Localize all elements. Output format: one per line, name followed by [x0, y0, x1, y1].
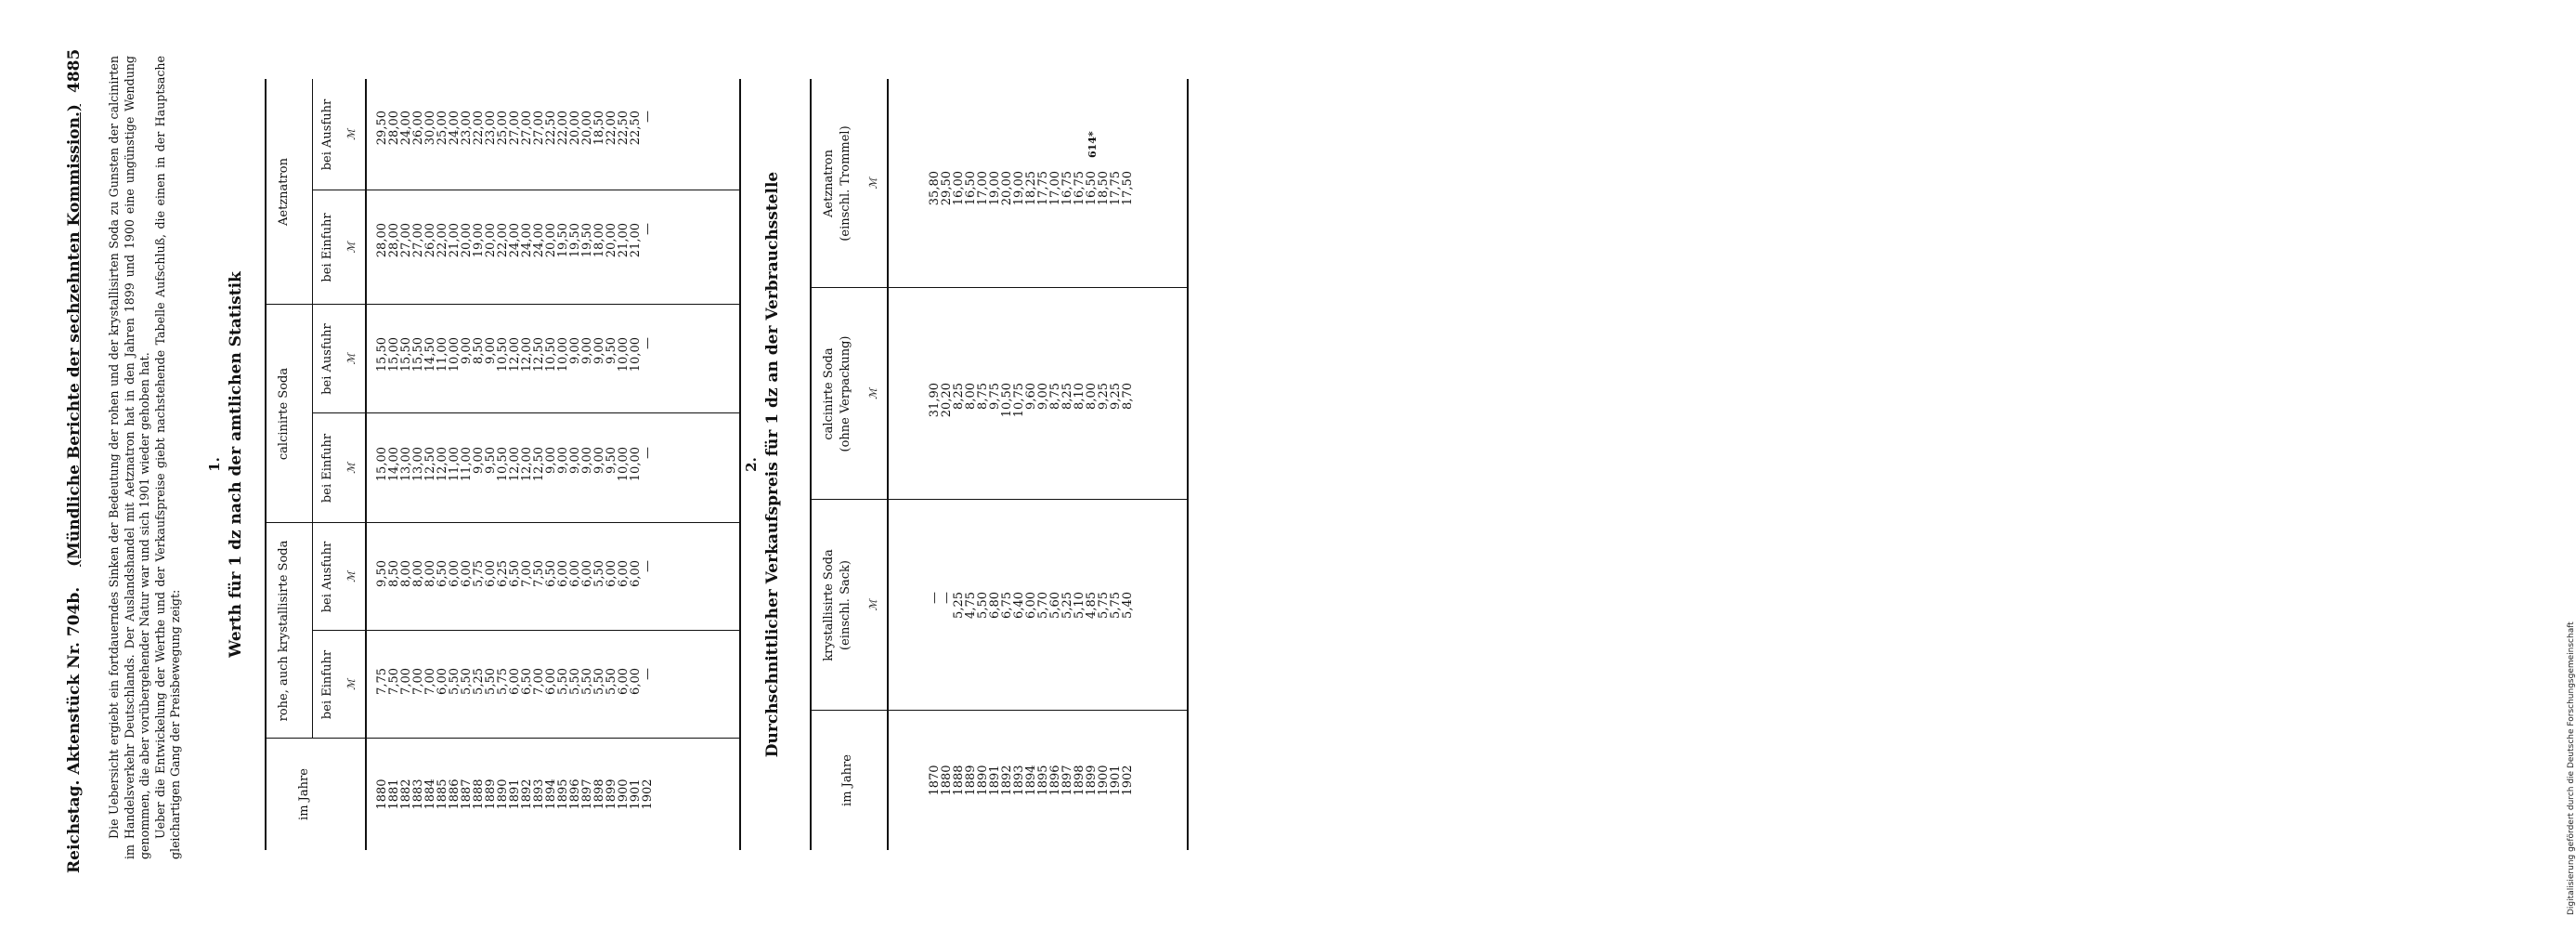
table-cell: 1890	[976, 765, 990, 796]
table-cell: 9,00	[580, 447, 594, 474]
table-cell: 7,00	[399, 668, 413, 695]
table-cell: 1880	[940, 765, 954, 796]
table-cell: 7,50	[387, 668, 401, 695]
table-cell: 1895	[556, 779, 570, 810]
table-cell: 5,50	[592, 560, 606, 587]
table-cell: 5,25	[472, 668, 486, 695]
table-cell: 28,00	[387, 111, 401, 146]
table-cell: 16,00	[952, 171, 966, 206]
table1-soda-calc-export	[376, 337, 654, 413]
table-cell: 5,50	[556, 668, 570, 695]
table1-unit-1: ℳ	[345, 679, 358, 690]
table-cell: 29,50	[940, 171, 954, 206]
table-cell: 9,00	[484, 337, 498, 364]
table-cell: 10,00	[629, 337, 643, 373]
table2-unit-3: ℳ	[867, 177, 879, 190]
table-cell: 18,50	[592, 111, 606, 146]
table-cell: 1889	[484, 779, 498, 810]
intro-text	[107, 56, 184, 859]
table-cell: 10,50	[544, 337, 558, 373]
table-cell: 8,00	[1085, 383, 1099, 410]
table-cell: 9,00	[460, 337, 474, 364]
table-cell: 22,00	[605, 111, 618, 146]
table-cell: 12,00	[508, 337, 522, 373]
table-cell: 24,00	[520, 223, 534, 258]
table-cell: 8,70	[1121, 383, 1135, 410]
table-cell: 20,00	[580, 111, 594, 146]
table-cell: 1870	[928, 765, 942, 796]
table-cell: 12,50	[532, 447, 546, 482]
table1-unit-5: ℳ	[345, 242, 358, 254]
table-cell: 22,00	[436, 223, 449, 258]
table-cell: 1893	[1012, 765, 1026, 796]
table-cell: 6,80	[988, 592, 1002, 619]
table-cell: 1892	[1000, 765, 1014, 796]
table1-unit-2: ℳ	[345, 571, 358, 582]
table-cell: 6,00	[556, 560, 570, 587]
table-cell: 5,50	[568, 668, 582, 695]
table1-natron-export	[376, 111, 654, 190]
table-cell: 27,00	[520, 111, 534, 146]
table-cell: 6,00	[629, 560, 643, 587]
table-cell: 1893	[532, 779, 546, 810]
table-cell: 20,00	[544, 223, 558, 258]
table-cell: 1880	[375, 779, 389, 810]
table-cell: 27,00	[508, 111, 522, 146]
running-head-title: (Mündliche Berichte der sechzehnten Kommission.)	[65, 104, 84, 567]
table-cell: 5,75	[1109, 592, 1123, 619]
table-cell: 18,25	[1024, 171, 1038, 206]
table-cell: 1885	[436, 779, 449, 810]
table-cell: 6,00	[508, 668, 522, 695]
table-cell: 13,00	[411, 447, 425, 482]
table-cell: 28,00	[375, 223, 389, 258]
table-cell: 8,10	[1073, 383, 1086, 410]
table1-sub-export-2: bei Ausfuhr	[320, 323, 334, 395]
table-cell: 10,00	[617, 337, 631, 373]
footer-mark: 614*	[1086, 131, 1099, 158]
table-cell: 6,00	[580, 560, 594, 587]
table-cell: 1897	[1060, 765, 1074, 796]
table1-unit-6: ℳ	[345, 129, 358, 140]
table2-col3-header: Aetznatron	[822, 150, 836, 217]
table-cell: 8,00	[964, 383, 978, 410]
table-cell: 7,00	[532, 668, 546, 695]
table-cell: 17,00	[1048, 171, 1062, 206]
table-cell: 31,90	[928, 383, 942, 418]
table-cell: 7,00	[411, 668, 425, 695]
table-cell: 6,00	[484, 560, 498, 587]
table2-col3-note: (einschl. Trommel)	[839, 125, 852, 242]
table-cell: 28,00	[387, 223, 401, 258]
table2-col2-header: calcinirte Soda	[822, 347, 836, 440]
table-cell: 20,00	[484, 223, 498, 258]
table-cell: 1890	[496, 779, 510, 810]
table-cell: 1882	[399, 779, 413, 810]
table-cell: 1895	[1036, 765, 1050, 796]
table2-col1-header: krystallisirte Soda	[822, 549, 836, 661]
table-cell: 26,00	[423, 223, 437, 258]
table-cell: —	[641, 337, 655, 349]
table-cell: 9,50	[484, 447, 498, 474]
table-cell: 12,50	[532, 337, 546, 373]
table1-number: 1.	[206, 457, 223, 472]
table-cell: 6,00	[629, 668, 643, 695]
table-cell: 9,00	[568, 337, 582, 364]
table1-sub-import-1: bei Einfuhr	[320, 649, 334, 720]
table-cell: 18,50	[1097, 171, 1111, 206]
table-cell: 9,00	[580, 337, 594, 364]
table-cell: 35,80	[928, 171, 942, 206]
table-cell: 11,00	[448, 447, 462, 482]
table-cell: 10,00	[617, 447, 631, 482]
table2-soda-calc	[929, 383, 1134, 500]
table-cell: —	[940, 592, 954, 604]
table-cell: —	[641, 111, 655, 123]
table-cell: 9,25	[1097, 383, 1111, 410]
table-cell: 24,00	[508, 223, 522, 258]
table-cell: 26,00	[411, 111, 425, 146]
page-number: 4885	[65, 48, 84, 93]
table2-natron	[929, 171, 1134, 288]
table-cell: 5,25	[1060, 592, 1074, 619]
table2-number: 2.	[743, 457, 760, 472]
table-cell: 6,75	[1000, 592, 1014, 619]
table-cell: 1888	[472, 779, 486, 810]
table-cell: 22,50	[544, 111, 558, 146]
table-cell: 6,25	[496, 560, 510, 587]
table-cell: 16,50	[964, 171, 978, 206]
table-cell: 1901	[1109, 765, 1123, 796]
table1-caption: Werth für 1 dz nach der amtlichen Statistik	[227, 271, 245, 658]
table-cell: 4,85	[1085, 592, 1099, 619]
table-cell: 9,00	[592, 337, 606, 364]
table-cell: 6,50	[508, 560, 522, 587]
table-cell: 5,50	[484, 668, 498, 695]
table-cell: 25,00	[436, 111, 449, 146]
table-cell: 10,50	[496, 337, 510, 373]
table-cell: 9,50	[375, 560, 389, 587]
table-cell: —	[641, 447, 655, 459]
table-cell: 1902	[1121, 765, 1135, 796]
table-cell: 1884	[423, 779, 437, 810]
table-cell: 15,50	[399, 337, 413, 373]
table-cell: 18,00	[592, 223, 606, 258]
table-cell: 10,75	[1012, 383, 1026, 418]
table1-year-header: im Jahre	[297, 768, 311, 820]
table-cell: 17,75	[1109, 171, 1123, 206]
table-cell: 1887	[460, 779, 474, 810]
table-cell: 1901	[629, 779, 643, 810]
table-cell: 22,00	[556, 111, 570, 146]
table-cell: 1900	[617, 779, 631, 810]
table-cell: 5,10	[1073, 592, 1086, 619]
table-cell: 15,00	[375, 447, 389, 482]
table-cell: —	[641, 560, 655, 572]
table-cell: 8,75	[976, 383, 990, 410]
table2-unit-2: ℳ	[867, 388, 879, 399]
table-cell: 11,00	[460, 447, 474, 482]
table-cell: 6,00	[617, 560, 631, 587]
table-cell: 1881	[387, 779, 401, 810]
table1-unit-3: ℳ	[345, 463, 358, 474]
table-cell: 13,00	[399, 447, 413, 482]
table-cell: 20,20	[940, 383, 954, 418]
table-cell: 5,50	[580, 668, 594, 695]
table-cell: 15,50	[411, 337, 425, 373]
table1-group-soda-raw: rohe, auch krystallisirte Soda	[277, 540, 291, 722]
table-cell: 29,50	[375, 111, 389, 146]
table-cell: 12,00	[508, 447, 522, 482]
table-cell: 10,50	[1000, 383, 1014, 418]
table-cell: 21,00	[448, 223, 462, 258]
table2-unit-1: ℳ	[867, 599, 879, 611]
table2-year-header: im Jahre	[840, 754, 854, 806]
table-cell: 9,00	[544, 447, 558, 474]
table-cell: 5,50	[448, 668, 462, 695]
table-cell: 14,50	[423, 337, 437, 373]
table-cell: 8,25	[952, 383, 966, 410]
table-cell: 23,00	[484, 111, 498, 146]
table-cell: 5,75	[496, 668, 510, 695]
table-cell: 11,00	[436, 337, 449, 373]
table-cell: 22,50	[617, 111, 631, 146]
table-cell: 22,00	[496, 223, 510, 258]
table2-caption: Durchschnittlicher Verkaufspreis für 1 dz an der Verbrauchsstelle	[763, 171, 782, 758]
table-cell: 14,00	[387, 447, 401, 482]
table-cell: 16,75	[1060, 171, 1074, 206]
table-cell: 1900	[1097, 765, 1111, 796]
table-cell: 7,00	[423, 668, 437, 695]
table-cell: 9,00	[592, 447, 606, 474]
table-cell: 17,75	[1036, 171, 1050, 206]
table1-sub-export-1: bei Ausfuhr	[320, 541, 334, 613]
table-cell: 1902	[641, 779, 655, 810]
table-cell: 17,50	[1121, 171, 1135, 206]
table1-unit-4: ℳ	[345, 353, 358, 365]
table-cell: 19,50	[580, 223, 594, 258]
table-cell: 20,00	[568, 111, 582, 146]
table-cell: 6,00	[448, 560, 462, 587]
table-cell: 1899	[605, 779, 618, 810]
table-cell: 9,00	[568, 447, 582, 474]
table1-soda-raw-import	[376, 668, 654, 739]
table-cell: 1894	[1024, 765, 1038, 796]
table-cell: 6,50	[544, 560, 558, 587]
table-cell: 5,40	[1121, 592, 1135, 619]
table-cell: 20,00	[460, 223, 474, 258]
table2-col2-note: (ohne Verpackung)	[839, 335, 852, 452]
table-cell: 27,00	[411, 223, 425, 258]
table-cell: 8,50	[472, 337, 486, 364]
table-cell: 1899	[1085, 765, 1099, 796]
table-cell: 12,00	[520, 337, 534, 373]
table-cell: 7,00	[520, 560, 534, 587]
table-cell: 20,00	[605, 223, 618, 258]
table-cell: 1883	[411, 779, 425, 810]
table-cell: 1897	[580, 779, 594, 810]
table-cell: 19,00	[988, 171, 1002, 206]
table-cell: 6,00	[605, 560, 618, 587]
table-cell: 10,00	[556, 337, 570, 373]
table-cell: 8,00	[423, 560, 437, 587]
table-cell: 6,00	[544, 668, 558, 695]
table-cell: 12,50	[423, 447, 437, 482]
table-cell: 17,00	[976, 171, 990, 206]
table-cell: 6,00	[1024, 592, 1038, 619]
table-cell: 4,75	[964, 592, 978, 619]
table-cell: 1898	[592, 779, 606, 810]
table-cell: 16,50	[1085, 171, 1099, 206]
table-cell: 9,00	[472, 447, 486, 474]
table1-years	[376, 739, 654, 850]
table-cell: 22,00	[472, 111, 486, 146]
table-cell: 9,50	[605, 447, 618, 474]
table-cell: 22,50	[629, 111, 643, 146]
table-cell: 16,75	[1073, 171, 1086, 206]
table-cell: 5,60	[1048, 592, 1062, 619]
table-cell: 25,00	[496, 111, 510, 146]
table-cell: 12,00	[520, 447, 534, 482]
table2-years	[929, 711, 1134, 850]
table-cell: 1898	[1073, 765, 1086, 796]
digitization-credit: Digitalisierung gefördert durch die Deutsche Forschungsgemeinschaft	[2567, 622, 2576, 915]
table-cell: 9,00	[556, 447, 570, 474]
table-cell: 19,00	[1012, 171, 1026, 206]
intro-paragraph-2: Ueber die Entwickelung der Werthe und der Verkaufspreise giebt nachstehende Tabelle Aufschluß, die einen in der Hauptsache gleichartigen Gang der Preisbewegung zeigt:	[152, 56, 183, 859]
table-cell: 7,75	[375, 668, 389, 695]
intro-paragraph-1: Die Uebersicht ergiebt ein fortdauerndes Sinken der Bedeutung der rohen und der krystallisirten Soda zu Gunsten der calcinirten im Handelsverkehr Deutschlands. Der Auslandshandel mit Aetznatron hat in den Jahren 1899 und 1900 eine ungünstige Wendung genommen, die aber vorübergehender Natur war und sich 1901 wieder gehoben hat.	[107, 56, 152, 859]
table-cell: 27,00	[532, 111, 546, 146]
table-cell: 9,00	[1036, 383, 1050, 410]
table-cell: 7,50	[532, 560, 546, 587]
table-cell: 1891	[508, 779, 522, 810]
table-cell: 1886	[448, 779, 462, 810]
table-cell: 5,50	[460, 668, 474, 695]
running-head-label: Reichstag. Aktenstück Nr. 704b.	[65, 586, 84, 873]
table-cell: 10,00	[629, 447, 643, 482]
table-cell: —	[641, 668, 655, 680]
table-cell: 8,25	[1060, 383, 1074, 410]
table2-soda-cryst	[929, 592, 1134, 711]
table-cell: 30,00	[423, 111, 437, 146]
table-cell: 5,70	[1036, 592, 1050, 619]
table-cell: 6,00	[460, 560, 474, 587]
table-cell: 1889	[964, 765, 978, 796]
table-cell: 9,50	[605, 337, 618, 364]
table-cell: —	[641, 223, 655, 235]
table-cell: 9,25	[1109, 383, 1123, 410]
table-cell: 15,00	[387, 337, 401, 373]
table-cell: 27,00	[399, 223, 413, 258]
table-cell: 5,50	[592, 668, 606, 695]
table-cell: 6,00	[617, 668, 631, 695]
table-cell: 9,60	[1024, 383, 1038, 410]
table-cell: 23,00	[460, 111, 474, 146]
table1-soda-raw-export	[376, 560, 654, 631]
table-cell: 6,00	[568, 560, 582, 587]
table-cell: 19,50	[568, 223, 582, 258]
table-cell: 1891	[988, 765, 1002, 796]
table-cell: 6,40	[1012, 592, 1026, 619]
table-cell: 8,00	[399, 560, 413, 587]
table1-sub-export-3: bei Ausfuhr	[320, 98, 334, 171]
table-cell: 10,00	[448, 337, 462, 373]
table-cell: 24,00	[399, 111, 413, 146]
table1-group-soda-calc: calcinirte Soda	[277, 367, 291, 461]
table-cell: 5,25	[952, 592, 966, 619]
table-cell: 21,00	[629, 223, 643, 258]
table1-soda-calc-import	[376, 447, 654, 523]
table-cell: 1888	[952, 765, 966, 796]
table-cell: 8,50	[387, 560, 401, 587]
table-cell: 9,75	[988, 383, 1002, 410]
table-cell: 1892	[520, 779, 534, 810]
table-cell: 19,00	[472, 223, 486, 258]
table-cell: 21,00	[617, 223, 631, 258]
table1-sub-import-3: bei Einfuhr	[320, 213, 334, 282]
table-cell: 24,00	[448, 111, 462, 146]
table1-group-natron: Aetznatron	[277, 158, 291, 226]
table-cell: 1894	[544, 779, 558, 810]
table-cell: 5,75	[472, 560, 486, 587]
table1-sub-import-2: bei Einfuhr	[320, 433, 334, 504]
table-cell: 8,00	[411, 560, 425, 587]
table2-col1-note: (einschl. Sack)	[839, 560, 852, 650]
table-cell: 24,00	[532, 223, 546, 258]
table-cell: 10,50	[496, 447, 510, 482]
table-cell: 6,00	[436, 668, 449, 695]
table-cell: —	[928, 592, 942, 604]
table-cell: 20,00	[1000, 171, 1014, 206]
table-cell: 6,50	[520, 668, 534, 695]
table-cell: 5,50	[605, 668, 618, 695]
table-cell: 19,50	[556, 223, 570, 258]
table-cell: 12,00	[436, 447, 449, 482]
table-cell: 1896	[568, 779, 582, 810]
table-cell: 8,75	[1048, 383, 1062, 410]
table-cell: 1896	[1048, 765, 1062, 796]
table-cell: 15,50	[375, 337, 389, 373]
table-cell: 5,75	[1097, 592, 1111, 619]
table1-natron-import	[376, 223, 654, 305]
table-cell: 5,50	[976, 592, 990, 619]
table-cell: 6,50	[436, 560, 449, 587]
